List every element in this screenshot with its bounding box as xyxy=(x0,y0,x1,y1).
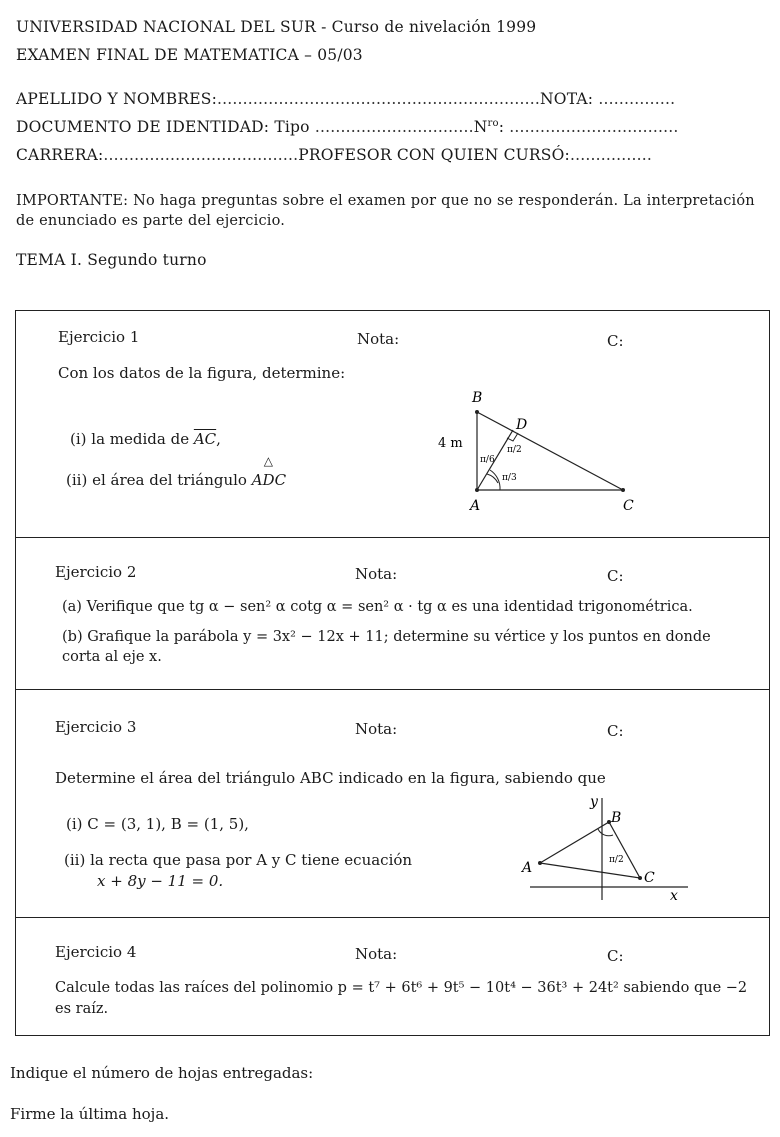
angle-a-label: π/6 xyxy=(480,455,495,465)
separator-1 xyxy=(16,537,769,538)
name-field[interactable]: APELLIDO Y NOMBRES:...............................................................NOTA: ............... xyxy=(16,90,676,108)
point-b3-label: B xyxy=(611,810,622,826)
name-label: APELLIDO Y NOMBRES: xyxy=(16,90,218,108)
id-field[interactable]: DOCUMENTO DE IDENTIDAD: Tipo $...............................N^{ro}$: ................................. xyxy=(16,118,679,137)
point-d-label: D xyxy=(516,417,528,433)
exercise-2-c: C: xyxy=(607,567,624,585)
exercise-3-grade: Nota: xyxy=(355,720,398,738)
point-c-label: C xyxy=(623,498,634,514)
separator-3 xyxy=(16,917,769,918)
career-label: CARRERA: xyxy=(16,146,104,164)
separator-2 xyxy=(16,689,769,690)
exercise-2-grade: Nota: xyxy=(355,565,398,583)
triangle-figure-2 xyxy=(510,790,700,905)
exercise-2-title: Ejercicio 2 xyxy=(55,563,137,581)
exercise-4-c: C: xyxy=(607,947,624,965)
exercise-3-title: Ejercicio 3 xyxy=(55,718,137,736)
exercise-1-grade: Nota: xyxy=(357,330,400,348)
exercise-1-c: C: xyxy=(607,332,624,350)
exercise-1-item-ii: (ii) el área del triángulo △ ADC xyxy=(66,454,287,489)
point-a3-label: A xyxy=(522,860,533,876)
exercise-1-title: Ejercicio 1 xyxy=(58,328,140,346)
exercise-3-c: C: xyxy=(607,722,624,740)
number-label: $N^{ro}$: xyxy=(473,118,505,137)
exercise-1-item-i: (i) la medida de $\overline{AC}$, xyxy=(70,430,221,448)
side-length-label: 4 m xyxy=(438,436,463,451)
exercise-3-intro: Determine el área del triángulo ABC indicado en la figura, sabiendo que xyxy=(55,769,606,787)
angle-b-label: π/2 xyxy=(507,445,522,455)
triangle-figure-1 xyxy=(430,380,750,520)
y-axis-label: y xyxy=(590,794,598,810)
exercise-1-intro: Con los datos de la figura, determine: xyxy=(58,364,346,382)
exercise-2-item-b: (b) Grafique la parábola y = 3x² − 12x + 11; determine su vértice y los puntos en donde corta al eje x. xyxy=(62,629,711,665)
exercise-4-text: Calcule todas las raíces del polinomio p = t⁷ + 6t⁶ + 9t⁵ − 10t⁴ − 36t³ + 24t² sabiendo que −2 es raíz. xyxy=(55,980,748,1017)
x-axis-label: x xyxy=(670,888,678,904)
angle-c-label: π/3 xyxy=(502,473,517,483)
exercise-3-equation: x + 8y − 11 = 0. xyxy=(97,872,224,890)
sheets-count-label: Indique el número de hojas entregadas: xyxy=(10,1064,314,1082)
exercise-2-item-a: (a) Verifique que tg α − sen² α cotg α = sen² α · tg α es una identidad trigonométrica. xyxy=(62,599,693,615)
career-field[interactable]: CARRERA:......................................PROFESOR CON QUIEN CURSÓ:................ xyxy=(16,146,652,164)
grade-label: NOTA: xyxy=(540,90,594,108)
exercise-4-grade: Nota: xyxy=(355,945,398,963)
angle-label: π/2 xyxy=(609,855,624,865)
exercise-4-title: Ejercicio 4 xyxy=(55,943,137,961)
sign-instruction: Firme la última hoja. xyxy=(10,1105,170,1123)
point-b-label: B xyxy=(472,390,483,406)
professor-label: PROFESOR CON QUIEN CURSÓ: xyxy=(298,146,570,164)
point-a-label: A xyxy=(470,498,481,514)
university-title: UNIVERSIDAD NACIONAL DEL SUR - Curso de nivelación 1999 xyxy=(16,18,537,36)
notice-text: IMPORTANTE: No haga preguntas sobre el examen por que no se responderán. La interpretación de enunciado es parte del ejercicio. xyxy=(16,193,755,229)
id-label: DOCUMENTO DE IDENTIDAD: Tipo xyxy=(16,118,310,137)
exam-title: EXAMEN FINAL DE MATEMATICA – 05/03 xyxy=(16,46,363,64)
topic-heading: TEMA I. Segundo turno xyxy=(16,251,207,269)
exercise-3-item-i: (i) C = (3, 1), B = (1, 5), xyxy=(66,815,249,833)
point-c3-label: C xyxy=(644,870,655,886)
exercise-3-item-ii: (ii) la recta que pasa por A y C tiene ecuación xyxy=(64,851,413,869)
